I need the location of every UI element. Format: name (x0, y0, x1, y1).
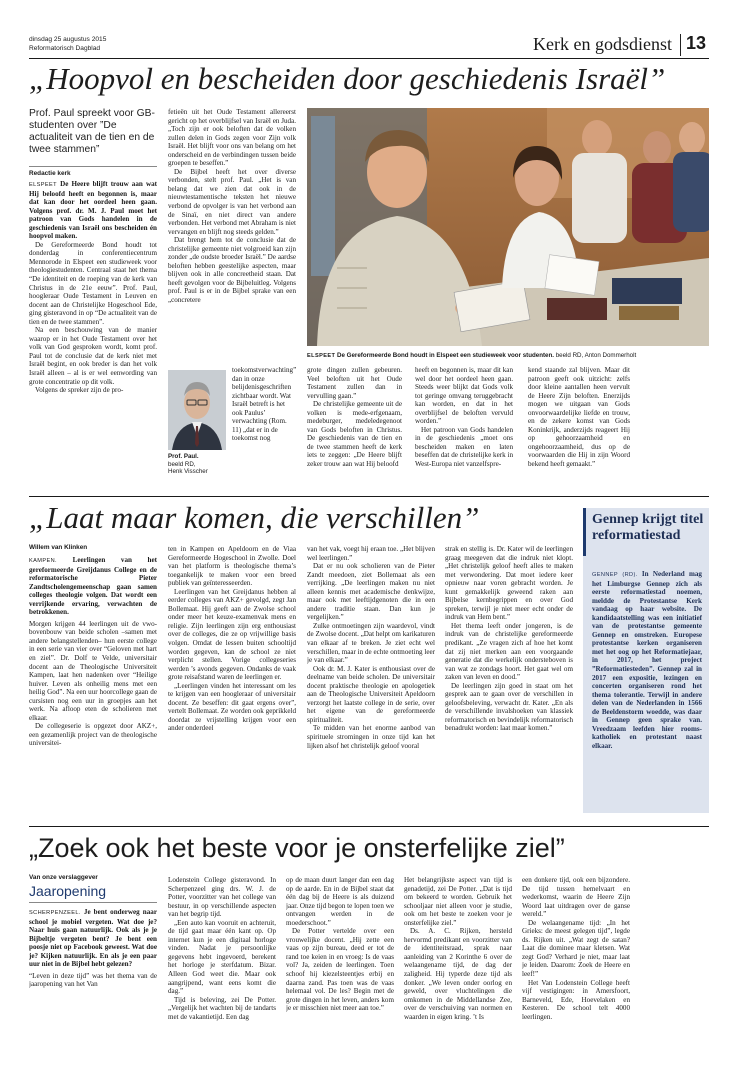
paragraph: fetieën uit het Oude Testament allereerst gericht op het overblijfsel van Israël en Juda. „Toch zijn er ook beloften dat de volken zullen delen in Gods zegen voor Zijn volk Israël. Het blijft voor ons van belang om het onderscheid en de verbindingen tussen beide groepen te beseffen.” (168, 108, 296, 168)
article-rule-1 (29, 496, 709, 497)
article1-lead: De Heere blijft trouw aan wat Hij beloofd heeft en begonnen is, maar dat kan door het oordeel heen gaan. Volgens prof. dr. M. J. Paul moet het patroon van Gods handelen in de geschiedenis van Israël ons bescheiden én hoopvol maken. (29, 180, 157, 241)
portrait-caption-credit: beeld RD, (168, 460, 196, 468)
article2-headline: „Laat maar komen, die verschillen” (29, 500, 480, 535)
article3-col1 (29, 908, 157, 1058)
article2-byline: Willem van Klinken (29, 544, 88, 551)
sidebar-box (583, 508, 709, 813)
article2-col2 (168, 545, 296, 820)
article1-byline: Redactie kerk (29, 170, 71, 177)
portrait-photo (168, 370, 226, 450)
article1-intro: Prof. Paul spreekt voor GB-studenten over ”De actualiteit van de tien en de twee stammen” (29, 108, 155, 155)
paragraph: Het patroon van Gods handelen in de geschiedenis „moet ons bescheiden maken en laten beseffen dat de christelijke kerk in West-Europa niet vanzelfspre- (415, 425, 513, 469)
paragraph: Morgen krijgen 44 leerlingen uit de vwo-bovenbouw van beide scholen –samen met andere belangstellenden– hun eerste college in een serie van vier over “Geloven met hart en ziel”. Dr. Dolf te Velde, universitair docent aan de Theologische Universiteit Kampen, laat hen nadenken over “Heilige huiver. Leven als onheilig mens met een heilig God”. Na een uur hoorcollege gaan de cursisten nog een uur in groepjes aan het werk. Na afloop eten de scholieren met elkaar. (29, 619, 157, 722)
paragraph: heeft en begonnen is, maar dit kan wel door het oordeel heen gaan. Steeds weer blijkt dat Gods volk tot geringe omvang teruggebracht kan worden, en dat in het overblijfsel de beloften vervuld worden.” (415, 366, 513, 426)
paragraph: op de maan duurt langer dan een dag op de aarde. En in de Bijbel staat dat één dag bij de Heere is als duizend jaar. Onze tijd begon te lopen toen we ontvangen werden in de moederschoot.” (286, 876, 394, 927)
paragraph: Leerlingen van het Greijdanus hebben al eerder colleges van AKZ+ gevolgd, zegt Jan Bollemaat. Hij geeft aan de Zwolse school onder meer het keuze-examenvak mens en religie. Zijn leerlingen zijn erg enthousiast over de colleges, die ze op vrijwillige basis volgen. Omdat de lessen buiten schooltijd worden gegeven, kan de school ze niet verplicht stellen. Vorige collegeseries werden ’s avonds gegeven. Ondanks de vaak grote reisafstand waren de leerlingen er. (168, 587, 296, 682)
paragraph: Te midden van het enorme aanbod van spirituele stromingen in onze tijd kan het lijken alsof het christelijk geloof vooral (307, 724, 435, 750)
article3-headline: „Zoek ook het beste voor je onsterfelijke ziel” (29, 833, 565, 863)
paragraph: ten in Kampen en Apeldoorn en de Viaa Gereformeerde Hogeschool in Zwolle. Doel van het platform is theologische thema’s toegankelijk te maken voor een breed publiek van geïnteresseerden. (168, 545, 296, 588)
header-paper: Reformatorisch Dagblad (29, 45, 101, 52)
paragraph: Zulke ontmoetingen zijn waardevol, vindt de Zwolse docent. „Dat helpt om karikaturen van elkaar af te breken. Je ziet echt wel verschillen, maar in de echte ontmoeting leer je van elkaar.” (307, 621, 435, 665)
paragraph: De Potter vertelde over een vrouwelijke docent. „Hij zette een vaas op zijn bureau, deed er tot de rand toe keien in en vroeg: Is de vaas vol? Ja, zeiden de leerlingen. Toen schoof hij kiezelsteentjes erbij en daarna zand. Pas toen was de vaas helemaal vol. De les? Begin met de grote dingen in het leven, anders kom je er misschien niet meer aan toe.” (286, 927, 394, 1013)
intro-rule (29, 166, 157, 167)
article3-col2 (168, 876, 276, 1058)
paragraph: Het belangrijkste aspect van tijd is genadetijd, zei De Potter. „Dat is tijd om bekeerd te worden. Gebruik het schooljaar niet alleen voor je studie, ook om het beste te zoeken voor je onsterfelijke ziel.” (404, 876, 512, 927)
article1-col3 (415, 366, 513, 482)
paragraph: Ds. A. C. Rijken, hersteld hervormd predikant en voorzitter van de identiteitsraad, sprak naar aanleiding van 2 Korinthe 6 over de welaangename tijd, de dag der zaligheid. Hij typerde deze tijd als donker. „We leven onder oorlog en geweld, over vluchtelingen die omkomen in de Middellandse Zee, over de verschuiving van normen en waarden in eigen kring. ’t Is (404, 927, 512, 1021)
photo-caption-text: De Gereformeerde Bond houdt in Elspeet een studieweek voor studenten. (337, 352, 554, 359)
article3-lead: Je bent onderweg naar school je mobiel vergeten. Wat doe je? Naar huis gaan natuurlijk. Ook als je je Bijbeltje vergeten bent? Je bent een poosje niet op Facebook geweest. Wat doe je? Kijken natuurlijk. En als je een paar uur niet in de Bijbel hebt gelezen? (29, 908, 157, 969)
paragraph: kend staande zal blijven. Maar dit patroon geeft ook uitzicht: zelfs door kleine aantallen heen vervult de Heere Zijn beloften. Enerzijds mogen we uitgaan van Gods onvoorwaardelijke liefde en trouw, en de zekere komst van Gods Koninkrijk, anderzijds reageert Hij op gehoorzaamheid en ongehoorzaamheid, dus op de voorwaarden die Hij in zijn Woord bekend heeft gemaakt.” (528, 366, 630, 469)
paragraph: strak en stellig is. Dr. Kater wil de leerlingen graag meegeven dat die indruk niet klopt. „Het christelijk geloof heeft alles te maken met verwondering. Dat moet iedere keer opnieuw naar voren gebracht worden. Je kunt gemakkelijk geweend raken aan Bijbelse kernbegrippen en over God spreken, terwijl je niet meer echt onder de indruk van Hem bent.” (445, 545, 573, 622)
paragraph: Ook dr. M. J. Kater is enthousiast over de deelname van beide scholen. De universitair docent praktische theologie en apologetiek aan de Theologische Universiteit Apeldoorn verzorgt het laatste college in de serie, over het eigene van de gereformeerde spiritualiteit. (307, 664, 435, 724)
photo-caption (307, 352, 709, 359)
article1-col2-side (232, 366, 296, 482)
paragraph: Dat brengt hem tot de conclusie dat de christelijke gemeente niet volgroeid kan zijn zonder „de oudste broeder Israël.” De aardse beloften hebben geestelijke aspecten, maar blijven ook in alle concreetheid staan. Dat heeft gevolgen voor de Bijbeluitleg. Volgens prof. Paul is er in de Bijbel sprake van een „concretere (168, 236, 296, 305)
article2-col3 (307, 545, 435, 820)
paragraph: toekomstverwachting” dan in onze belijdenisgeschriften zichtbaar wordt. Wat Israël betreft is het ook Paulus’ verwachting (Rom. 11) „dat er in de toekomst nog (232, 366, 296, 443)
photo-credit: beeld RD, Anton Dommerholt (555, 352, 637, 359)
paragraph: De Gereformeerde Bond houdt tot donderdag in conferentiecentrum Mennorode in Elspeet een studieweek voor theologiestudenten. Centraal staat het thema “De identiteit en de roeping van de kerk van Christus in de 21e eeuw”. Prof. Paul, hoogleraar Oude Testament in Leuven en docent aan de Christelijke Hogeschool Ede, ging gisteravond in op “De actualiteit van de tien en de twee stammen”. (29, 240, 157, 326)
article2-col1 (29, 556, 157, 820)
paragraph: De leerlingen zijn goed in staat om het gesprek aan te gaan over de verschillen in geloofsbeleving, verwacht dr. Kater. „En als de verschillende invalshoeken van klassiek reformatorisch en bevindelijk reformatorisch benadrukt worden: laat maar komen.” (445, 681, 573, 733)
article1-col1 (29, 180, 157, 480)
paragraph: “Leven in deze tijd” was het thema van de jaaropening van het Van (29, 971, 157, 989)
kicker-rule (29, 902, 157, 903)
main-photo-illustration (307, 108, 709, 346)
portrait-caption (168, 453, 228, 476)
sidebar-text: In Nederland mag het Limburgse Gennep zich als eerste reformatiestad noemen, meldde de Protestantse Kerk vandaag op haar website. De kandidaatstelling was een initiatief van de protestantse gemeente Gennep en omstreken. Europese protestantse kerken organiseren met het oog op het Reformatiejaar, in 2017, het project ”Reformatiesteden”. Gennep zal in 2017 een expositie, lezingen en concerten organiseren rond het thema tolerantie. Terwijl in andere delen van de Nederlanden in 1566 de Beeldenstorm woedde, was daar in Gennep geen sprake van. Vreedzaam leefden hier rooms-katholiek en protestant naast elkaar. (592, 570, 702, 750)
header-date: dinsdag 25 augustus 2015 (29, 36, 107, 43)
paragraph: Het Van Lodenstein College heeft vijf vestigingen: in Amersfoort, Barneveld, Ede, Hoevelaken en Kesteren. De school telt 4000 leerlingen. (522, 978, 630, 1021)
header-divider (680, 34, 681, 56)
paragraph: „Een auto kan vooruit en achteruit, de tijd gaat maar één kant op. Op internet kun je een digitaal horloge vinden. Nadat je persoonlijke gegevens hebt ingevoerd, berekent het horloge je sterfdatum. Bizar. Alleen God weet die. Maar ook aangrijpend, want eens komt die dag.” (168, 918, 276, 996)
sidebar-body (592, 570, 702, 810)
article3-col5 (522, 876, 630, 1058)
section-title: Kerk en godsdienst (533, 34, 672, 54)
article2-col4 (445, 545, 573, 820)
portrait-caption-name: Prof. Paul. (168, 453, 199, 460)
article3-dateline: SCHERPENZEEL. (29, 910, 81, 916)
paragraph: De welaangename tijd: „In het Grieks: de meest gelegen tijd”, legde ds. Rijken uit. „Wat zegt de satan? Laat die dominee maar kletsen. Wat zegt God? Verhard je niet, maar laat je leiden. Daarom: Zoek de Heere en leef!” (522, 918, 630, 979)
article1-col2-top (168, 108, 296, 366)
paragraph: een donkere tijd, ook een bijzondere. De tijd tussen hemelvaart en wederkomst, waarin de Heere Zijn Woord laat uitdragen over de ganse wereld.” (522, 876, 630, 919)
portrait-illustration (168, 370, 226, 450)
sidebar-accent (583, 508, 586, 556)
portrait-caption-photographer: Henk Visscher (168, 468, 208, 476)
paragraph: Volgens de spreker zijn de pro- (35, 386, 124, 395)
paragraph: van het vak, voegt hij eraan toe. „Het blijven wel leerlingen.” (307, 545, 435, 562)
paragraph: Tijd is beleving, zei De Potter. „Vergelijk het wachten bij de tandarts met de vakantietijd. Een dag (168, 995, 276, 1021)
article1-dateline: ELSPEET (29, 182, 57, 188)
paragraph: „Leerlingen vinden het interessant om les te krijgen van een hoogleraar of universitair docent. Ze beseffen: dit gaat ergens over”, vertelt Bollemaat. Ze worden ook geprikkeld doordat ze vrijstelling krijgen voor een ander onderdeel (168, 681, 296, 733)
paragraph: De christelijke gemeente uit de volken is mede-erfgenaam, medeburger, medeledegenoot van Gods beloften in Christus. De geschiedenis van de tien en de twee stammen heeft de kerk iets te zeggen: „De Heere blijft zeker trouw aan wat Hij beloofd (307, 400, 402, 469)
paragraph: Lodenstein College gisteravond. In Scherpenzeel ging drs. W. J. de Potter, voorzitter van het college van bestuur, in op verschillende aspecten van het begrip tijd. (168, 876, 276, 919)
article-rule-2 (29, 826, 709, 827)
photo-caption-dateline: ELSPEET (307, 353, 336, 359)
sidebar-dateline: GENNEP (RD). (592, 572, 638, 578)
paragraph: De Bijbel heeft het over diverse verbonden, stelt prof. Paul. „Het is van belang dat we zien dat ook in de nieuwtestamentische teksten het nieuwe verbond de opvolger is van het verbond aan de Sinaï, en niet direct van andere verbonden. Het verbond met Abraham is niet vervangen en blijft nog steeds gelden.” (168, 167, 296, 236)
paragraph: Het thema leeft onder jongeren, is de indruk van de christelijke gereformeerde predikant. „Ze vragen zich af hoe het komt dat zij niet merken aan een voorgaande generatie dat die werkelijk ondersteboven is van wat ze zondags hoort. Het gaat wel om zaken van leven en dood.” (445, 621, 573, 682)
main-photo (307, 108, 709, 346)
paragraph: Dat er nu ook scholieren van de Pieter Zandt meedoen, ziet Bollemaat als een verrijking. „De leerlingen maken nu niet alleen kennis met academische denkwijze, maar ook met leeftijdgenoten die in een andere traditie staan. Dan kun je vergelijken.” (307, 562, 435, 622)
paragraph: De collegeserie is opgezet door AKZ+, een gezamenlijk project van de theologische universitei- (29, 722, 157, 748)
sidebar-headline: Gennep krijgt titel reformatiestad (592, 512, 704, 543)
article1-col4 (528, 366, 630, 482)
paragraph: grote dingen zullen gebeuren. Veel beloften uit het Oude Testament zullen dan in vervulling gaan.” (307, 366, 402, 400)
article3-byline: Van onze verslaggever (29, 874, 98, 881)
article1-col2-bottom (307, 366, 402, 482)
article3-kicker: Jaaropening (29, 883, 107, 899)
paragraph: Na een beschouwing van de manier waarop er in het Oude Testament over het volk van God gesproken wordt, komt prof. Paul tot de conclusie dat de kerk niet met Israël begint, en ook breder is dan het volk Israël alleen – al is er wel eenwording van grote concentratie op dit volk. (29, 326, 157, 386)
article3-col3 (286, 876, 394, 1058)
article2-lead: Leerlingen van het gereformeerde Greijdanus College en de reformatorische Pieter Zandtscholengemeenschap gaan samen colleges theologie volgen. Dat wordt een verrijkende ervaring, verwachten de betrokkenen. (29, 556, 157, 617)
article3-col4 (404, 876, 512, 1058)
page-number: 13 (686, 33, 707, 53)
article2-dateline: KAMPEN. (29, 558, 57, 564)
article1-headline: „Hoopvol en bescheiden door geschiedenis Israël” (29, 61, 666, 96)
